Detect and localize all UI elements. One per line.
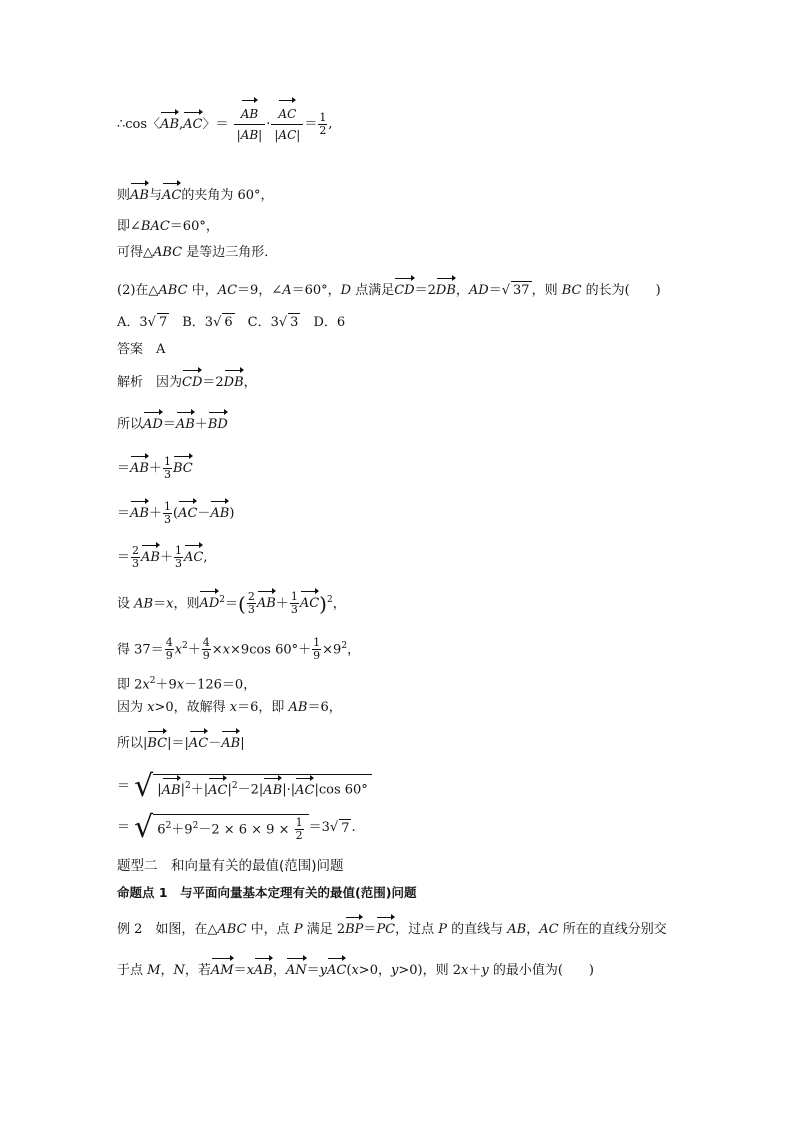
derivation-line — [117, 591, 346, 616]
exponent: 2 — [219, 595, 226, 605]
numerator: 4 — [165, 636, 173, 650]
math-var: BC — [561, 283, 582, 298]
text: ＝ — [117, 779, 131, 794]
radicand: 3 — [290, 315, 299, 330]
text: ＝ — [233, 963, 247, 978]
numerator: 1 — [319, 111, 327, 124]
text: ， — [332, 596, 346, 612]
text: 是等边三角形． — [182, 245, 278, 260]
numerator: 2 — [132, 544, 140, 557]
text: 于点 — [117, 963, 148, 978]
text: 中， — [187, 283, 218, 298]
text: ＋9 — [155, 677, 177, 693]
magnitude-ac: |AC| — [271, 124, 303, 145]
denominator: 2 — [295, 829, 303, 843]
math-var: A — [282, 283, 292, 298]
bac-line — [117, 218, 219, 236]
paren: ( — [238, 591, 246, 616]
text: 即 2 — [117, 677, 143, 693]
text: 中，点 — [246, 922, 294, 937]
text: . — [351, 820, 356, 835]
text: ＝ — [117, 461, 131, 476]
sqrt-expression-line — [117, 769, 372, 804]
vector-ab: AB — [256, 596, 276, 612]
fraction-half — [318, 112, 327, 137]
vector-am: AM — [210, 963, 234, 978]
vector-bc: BC — [147, 736, 168, 751]
vector-ac: AC — [183, 117, 203, 132]
text: | — [240, 736, 245, 751]
text: ＝6，即 — [237, 700, 289, 715]
vector-an: AN — [285, 963, 307, 978]
exponent: 2 — [185, 781, 191, 792]
choice-c: C．3 — [234, 315, 279, 330]
text: , — [328, 116, 333, 132]
vector-ab: AB — [161, 782, 181, 798]
text: |＝| — [167, 736, 189, 751]
math-var: x — [222, 642, 231, 658]
cos-formula-line: ∴cos〈AB,AC〉＝ $\frac{AB}{|AB|}$ · $\frac{AC}{|AC|}$ ＝ $\frac{1}{2}$ , — [117, 104, 332, 145]
text: ＋ — [468, 963, 482, 978]
math-var: x — [246, 963, 254, 978]
vector-ad: AD — [199, 596, 220, 612]
numerator: 1 — [313, 636, 321, 650]
vector-ac: AC — [278, 104, 296, 124]
sqrt-expression — [134, 769, 372, 804]
math-var: AB — [507, 922, 527, 937]
fraction — [163, 501, 172, 526]
exponent: 2 — [326, 595, 333, 605]
vector-db: DB — [223, 375, 244, 390]
fraction — [165, 637, 174, 662]
answer: 答案 A — [117, 342, 166, 357]
text: ， — [160, 963, 174, 978]
vector-ab: AB — [253, 963, 273, 978]
text: ＝ — [225, 596, 239, 612]
radicand: 37 — [513, 283, 530, 298]
sqrt-icon: √ — [134, 769, 154, 804]
subsection-title: 命题点 1 与平面向量基本定理有关的最值(范围)问题 — [117, 885, 417, 900]
text: ∴cos〈 — [117, 117, 161, 132]
text: | — [157, 782, 162, 798]
numerator: 4 — [202, 636, 210, 650]
text: ＝ — [363, 922, 377, 937]
text: ， — [455, 283, 469, 298]
radicand: 7 — [158, 315, 168, 330]
numerator: 1 — [295, 816, 303, 830]
text: ＋9 — [171, 822, 193, 838]
choice-b: B．3 — [169, 315, 214, 330]
text: ×9cos 60°＋ — [230, 642, 312, 658]
math-var: P — [438, 922, 448, 937]
math-var: x — [176, 677, 185, 693]
math-var: x — [142, 677, 150, 693]
text: 的最小值为( ) — [488, 963, 594, 978]
denominator: 3 — [132, 557, 140, 570]
text: ， — [347, 642, 361, 658]
radicand — [153, 814, 308, 842]
fraction — [290, 591, 299, 616]
text: ) — [229, 506, 235, 521]
text: ＝60°， — [169, 219, 219, 234]
math-var: P — [293, 922, 303, 937]
choice-a: A．3 — [117, 315, 148, 330]
text: ＋ — [148, 461, 162, 476]
text: 所以| — [117, 736, 148, 751]
text: ( — [172, 506, 179, 521]
text: 可得△ — [117, 245, 153, 260]
text: 与 — [148, 188, 162, 203]
subsection-heading — [117, 884, 416, 902]
text: ＝2 — [202, 375, 224, 390]
denominator: 9 — [313, 649, 321, 663]
sqrt-icon: √ — [278, 315, 288, 330]
answer-line — [117, 341, 165, 359]
vector-ac: AC — [183, 550, 204, 565]
math-var: AC — [539, 922, 559, 937]
vector-db: DB — [435, 283, 456, 298]
equation-line — [117, 637, 360, 662]
sqrt-icon: √ — [134, 810, 154, 845]
math-var: AB — [288, 700, 308, 715]
text: 6 — [157, 822, 166, 838]
text: 的夹角为 60°， — [181, 188, 274, 203]
fraction — [234, 104, 266, 145]
vector-ab: AB — [221, 736, 241, 751]
fraction — [271, 104, 303, 145]
numerator: 2 — [247, 590, 255, 604]
denominator: 3 — [290, 603, 298, 617]
paren: ) — [319, 591, 327, 616]
example-2-statement-cont — [117, 962, 594, 980]
sqrt-icon: √ — [501, 283, 511, 298]
numerator: 1 — [290, 590, 298, 604]
solution-line — [117, 699, 342, 717]
denominator: 9 — [165, 649, 173, 663]
math-var: M — [147, 963, 161, 978]
section-title: 题型二 和向量有关的最值(范围)问题 — [117, 858, 344, 874]
text: (2)在△ — [117, 283, 159, 298]
text: ＝ — [153, 596, 167, 612]
math-var: x — [166, 596, 174, 612]
vector-bp: BP — [345, 922, 364, 937]
text: , — [179, 117, 184, 132]
denominator: 3 — [247, 603, 255, 617]
vector-bc: BC — [172, 461, 193, 476]
text: ＝ — [117, 820, 131, 835]
vector-ab: AB — [130, 461, 149, 476]
math-var: y — [390, 963, 399, 978]
vector-ab: AB — [210, 506, 230, 521]
text: 所在的直线分别交 — [558, 922, 667, 937]
text: >0，故解得 — [154, 700, 230, 715]
section-heading — [117, 857, 344, 875]
denominator: 2 — [319, 124, 327, 137]
text: ， — [526, 922, 540, 937]
text: 例 2 如图，在△ — [117, 922, 218, 937]
denominator: 9 — [202, 649, 210, 663]
text: 的直线与 — [447, 922, 508, 937]
text: ×9 — [322, 642, 342, 658]
numerator: 1 — [163, 455, 171, 468]
denominator: 3 — [174, 557, 182, 570]
choice-d: D．6 — [300, 315, 346, 330]
math-var: N — [173, 963, 185, 978]
math-var: x — [147, 700, 155, 715]
text: ＝9，∠ — [237, 283, 283, 298]
text: ＋ — [159, 550, 173, 565]
magnitude-line — [117, 735, 245, 753]
example-2-statement — [117, 921, 667, 939]
math-var: y — [319, 963, 328, 978]
angle-line — [117, 187, 274, 205]
text: >0)，则 2 — [398, 963, 461, 978]
sqrt-icon: √ — [213, 315, 222, 330]
vector-pc: PC — [376, 922, 396, 937]
text: 满足 2 — [302, 922, 346, 937]
fraction — [202, 637, 211, 662]
text: ， — [243, 375, 257, 390]
text: | — [227, 782, 232, 798]
vector-ac: AC — [178, 506, 198, 521]
text: ，过点 — [395, 922, 439, 937]
text: | — [180, 782, 186, 798]
vector-ac: AC — [161, 188, 182, 203]
text: 点满足 — [351, 283, 395, 298]
exponent: 2 — [149, 676, 156, 686]
radicand — [153, 774, 372, 799]
text: 所以 — [117, 417, 144, 432]
denominator: 3 — [163, 468, 171, 481]
math-var: x — [174, 642, 183, 658]
text: ＋ — [194, 417, 208, 432]
text: 则 — [117, 188, 131, 203]
sqrt-expression — [134, 810, 308, 845]
vector-ad: AD — [143, 417, 163, 432]
text: ＋ — [187, 642, 201, 658]
sqrt-icon: √ — [329, 820, 339, 835]
vector-ac: AC — [327, 963, 347, 978]
text: －2 × 6 × 9 × — [198, 822, 294, 838]
vector-bd: BD — [207, 417, 228, 432]
vector-ab: AB — [160, 117, 180, 132]
math-var: y — [481, 963, 489, 978]
vector-ab: AB — [241, 104, 258, 124]
sqrt-icon: √ — [147, 315, 156, 330]
equilateral-line — [117, 244, 277, 262]
vector-ab: AB — [141, 550, 160, 565]
math-var: x — [460, 963, 469, 978]
text: ＝ — [306, 963, 320, 978]
math-var: ABC — [158, 283, 188, 298]
derivation-line — [117, 545, 207, 570]
fraction — [174, 545, 183, 570]
text: ＝ — [488, 283, 502, 298]
derivation-line — [117, 456, 193, 481]
text: ＝2 — [414, 283, 436, 298]
math-var: AC — [217, 283, 238, 298]
math-var: AB — [134, 596, 154, 612]
text: ， — [272, 963, 286, 978]
numerator: 1 — [163, 500, 171, 513]
magnitude-ab: |AB| — [234, 124, 266, 145]
text: ＝ — [304, 116, 318, 132]
fraction — [247, 591, 256, 616]
text: － — [208, 736, 222, 751]
exponent: 2 — [231, 781, 238, 792]
analysis-line — [117, 374, 257, 392]
vector-ac: AC — [299, 596, 320, 612]
math-var: ABC — [217, 922, 247, 937]
text: － — [197, 506, 211, 521]
text: × — [211, 642, 223, 658]
sqrt-result-line — [117, 810, 356, 845]
text: ＋ — [148, 506, 162, 521]
vector-ac: AC — [188, 736, 209, 751]
fraction — [295, 817, 304, 842]
text: ＝3 — [308, 820, 330, 835]
vector-ab: AB — [130, 188, 149, 203]
math-var: x — [351, 963, 359, 978]
problem-2-statement — [117, 281, 661, 300]
text: >0， — [358, 963, 391, 978]
math-var: AD — [468, 283, 489, 298]
text: ＋| — [190, 782, 209, 798]
text: －2| — [237, 782, 264, 798]
text: ，则 — [531, 283, 562, 298]
text: 因为 — [117, 700, 148, 715]
text: －126＝0， — [184, 677, 257, 693]
text: ( — [346, 963, 352, 978]
radicand: 7 — [341, 820, 350, 836]
exponent: 2 — [341, 641, 348, 651]
fraction — [312, 637, 321, 662]
exponent: 2 — [192, 820, 199, 831]
text: ，若 — [184, 963, 211, 978]
math-var: ABC — [153, 245, 183, 260]
text: ＝6， — [307, 700, 342, 715]
equation-line — [117, 672, 256, 694]
vector-cd: CD — [394, 283, 415, 298]
math-var: D — [340, 283, 352, 298]
vector-ab: AB — [175, 417, 195, 432]
text: , — [203, 550, 208, 565]
text: |cos 60° — [314, 782, 368, 798]
text: 得 37＝ — [117, 642, 164, 658]
text: 的长为( ) — [581, 283, 661, 298]
text: 〉＝ — [202, 117, 229, 132]
fraction — [163, 456, 172, 481]
text: ＝60°， — [291, 283, 341, 298]
text: ＝ — [117, 506, 131, 521]
fraction — [131, 545, 140, 570]
denominator: 3 — [163, 513, 171, 526]
text: ，则 — [173, 596, 200, 612]
numerator: 1 — [174, 544, 182, 557]
math-var: BAC — [140, 219, 170, 234]
derivation-line — [117, 501, 234, 526]
text: ＝ — [117, 550, 131, 565]
exponent: 2 — [182, 641, 188, 651]
vector-ac: AC — [295, 782, 315, 798]
math-var: x — [229, 700, 238, 715]
answer-choices — [117, 313, 345, 332]
derivation-line — [117, 416, 228, 434]
vector-ab: AB — [263, 782, 283, 798]
vector-ac: AC — [208, 782, 228, 798]
vector-cd: CD — [182, 375, 203, 390]
vector-ab: AB — [130, 506, 149, 521]
text: ＋ — [275, 596, 289, 612]
radicand: 6 — [224, 315, 233, 330]
text: 即∠ — [117, 219, 141, 234]
text: |·| — [282, 782, 296, 798]
text: 解析 因为 — [117, 375, 183, 390]
text: ＝ — [162, 417, 176, 432]
text: 设 — [117, 596, 135, 612]
exponent: 2 — [165, 820, 172, 831]
